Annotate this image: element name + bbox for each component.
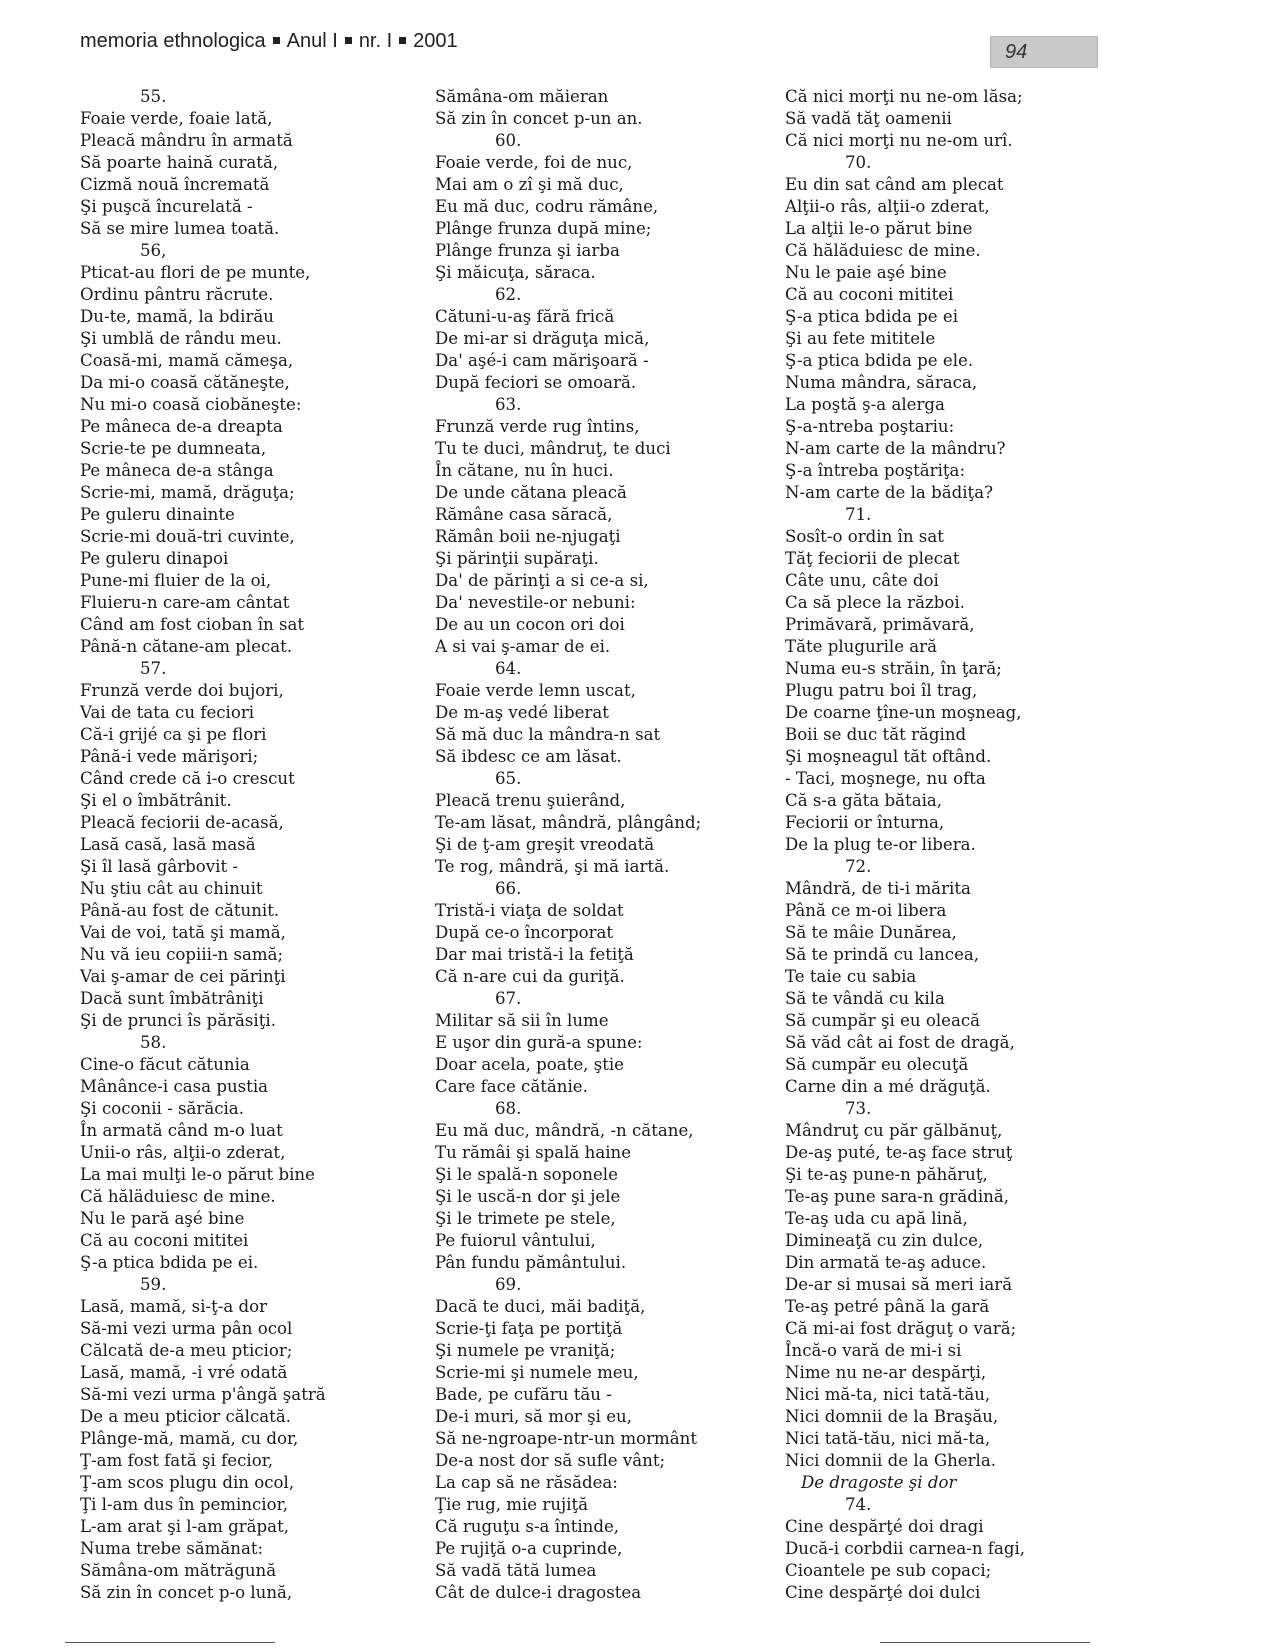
verse-line: Că mi-ai fost drăguţ o vară;: [785, 1319, 1017, 1338]
verse-line: Vai ş-amar de cei părinţi: [80, 967, 286, 986]
poem-number: 56,: [140, 241, 167, 260]
poem-number: 55.: [140, 87, 167, 106]
verse-line: Şi le uscă-n dor şi jele: [435, 1187, 621, 1206]
verse-line: Nici domnii de la Braşău,: [785, 1407, 999, 1426]
verse-line: La mai mulţi le-o părut bine: [80, 1165, 315, 1184]
verse-line: Să cumpăr eu olecuţă: [785, 1055, 969, 1074]
poem-number: 73.: [845, 1099, 872, 1118]
poem-number: 68.: [495, 1099, 522, 1118]
journal-issue: nr. I: [358, 30, 393, 52]
verse-line: Mândră, de ti-i mărita: [785, 879, 971, 898]
verse-line: Dacă te duci, măi badiţă,: [435, 1297, 646, 1316]
verse-line: Pe fuiorul vântului,: [435, 1231, 596, 1250]
verse-line: Că nici morţi nu ne-om urî.: [785, 131, 1013, 150]
verse-line: Să te mâie Dunărea,: [785, 923, 957, 942]
verse-line: De mi-ar si drăguţa mică,: [435, 329, 650, 348]
verse-line: Să vadă tătă lumea: [435, 1561, 597, 1580]
verse-line: Mândruţ cu păr gălbănuţ,: [785, 1121, 1003, 1140]
verse-line: Ţ-am scos plugu din ocol,: [80, 1473, 295, 1492]
verse-line: Şi coconii - sărăcia.: [80, 1099, 244, 1118]
verse-line: Până ce m-oi libera: [785, 901, 947, 920]
verse-line: Şi părinţii supăraţi.: [435, 549, 599, 568]
verse-line: Plânge frunza şi iarba: [435, 241, 620, 260]
poem-number: 59.: [140, 1275, 167, 1294]
verse-line: Tu te duci, mândruţ, te duci: [435, 439, 671, 458]
verse-line: De-a nost dor să sufle vânt;: [435, 1451, 666, 1470]
verse-line: Feciorii or înturna,: [785, 813, 945, 832]
verse-line: Nu le paie aşé bine: [785, 263, 947, 282]
footer-rule-left: [65, 1642, 275, 1643]
verse-line: Că hăläduiesc de mine.: [80, 1187, 276, 1206]
section-title: De dragoste şi dor: [801, 1473, 957, 1492]
verse-line: Că s-a găta bătaia,: [785, 791, 943, 810]
verse-line: Foaie verde, foi de nuc,: [435, 153, 633, 172]
verse-line: Ş-a întreba poştăriţa:: [785, 461, 966, 480]
verse-line: Că nici morţi nu ne-om lăsa;: [785, 87, 1023, 106]
verse-line: Să văd cât ai fost de dragă,: [785, 1033, 1015, 1052]
verse-line: A si vai ş-amar de ei.: [435, 637, 611, 656]
verse-line: Alţii-o râs, alţii-o zderat,: [785, 197, 990, 216]
verse-line: Şi numele pe vraniţă;: [435, 1341, 616, 1360]
verse-line: Nu le pară aşé bine: [80, 1209, 245, 1228]
verse-line: Scrie-mi două-tri cuvinte,: [80, 527, 295, 546]
verse-line: Şi le spală-n soponele: [435, 1165, 618, 1184]
verse-line: Şi de ţ-am greşit vreodată: [435, 835, 655, 854]
poem-number: 60.: [495, 131, 522, 150]
verse-line: Pune-mi fluier de la oi,: [80, 571, 272, 590]
poem-number: 69.: [495, 1275, 522, 1294]
verse-line: Câte unu, câte doi: [785, 571, 939, 590]
poem-number: 66.: [495, 879, 522, 898]
verse-line: Că n-are cui da guriţă.: [435, 967, 625, 986]
verse-line: Nu mi-o coasă ciobăneşte:: [80, 395, 302, 414]
verse-line: Da' aşé-i cam mărişoară -: [435, 351, 649, 370]
verse-line: Când crede că i-o crescut: [80, 769, 295, 788]
verse-line: Fluieru-n care-am cântat: [80, 593, 290, 612]
verse-line: Da mi-o coasă cătăneşte,: [80, 373, 290, 392]
verse-line: Pân fundu pământului.: [435, 1253, 627, 1272]
verse-line: Ţi l-am dus în pemincior,: [80, 1495, 288, 1514]
verse-line: Pe rujiţă o-a cuprinde,: [435, 1539, 623, 1558]
poem-number: 57.: [140, 659, 167, 678]
verse-line: Să te vândă cu kila: [785, 989, 945, 1008]
verse-line: Te-am lăsat, mândră, plângând;: [435, 813, 702, 832]
verse-line: Plânge frunza după mine;: [435, 219, 652, 238]
text-column-3: [785, 86, 1145, 1604]
verse-line: Că-i grijé ca şi pe flori: [80, 725, 267, 744]
verse-line: Carne din a mé drăguţă.: [785, 1077, 991, 1096]
verse-line: Încă-o vară de mi-i si: [785, 1341, 962, 1360]
verse-line: Cioantele pe sub copaci;: [785, 1561, 992, 1580]
verse-line: Tu rămâi şi spală haine: [435, 1143, 632, 1162]
verse-line: Dimineaţă cu zin dulce,: [785, 1231, 984, 1250]
verse-line: Cât de dulce-i dragostea: [435, 1583, 642, 1602]
poem-number: 65.: [495, 769, 522, 788]
verse-line: Nici mă-ta, nici tată-tău,: [785, 1385, 991, 1404]
verse-line: Că ruguţu s-a întinde,: [435, 1517, 620, 1536]
verse-line: Frunză verde rug întins,: [435, 417, 640, 436]
verse-line: Până-i vede mărişori;: [80, 747, 259, 766]
verse-line: De-aş puté, te-aş face struţ: [785, 1143, 1013, 1162]
bullet-square-icon: [273, 37, 280, 44]
verse-line: Sămâna-om măieran: [435, 87, 609, 106]
verse-line: Militar să sii în lume: [435, 1011, 609, 1030]
verse-line: Te rog, mândră, şi mă iartă.: [435, 857, 670, 876]
verse-line: De au un cocon ori doi: [435, 615, 625, 634]
verse-line: Ţ-am fost fată şi fecior,: [80, 1451, 274, 1470]
verse-line: Pe mâneca de-a stânga: [80, 461, 274, 480]
verse-line: Să cumpăr şi eu oleacă: [785, 1011, 981, 1030]
verse-line: Să ibdesc ce am lăsat.: [435, 747, 622, 766]
verse-line: Ca să plece la război.: [785, 593, 965, 612]
verse-line: Până-n cătane-am plecat.: [80, 637, 293, 656]
poem-number: 74.: [845, 1495, 872, 1514]
verse-line: E uşor din gură-a spune:: [435, 1033, 643, 1052]
verse-line: Te taie cu sabia: [785, 967, 917, 986]
verse-line: Să zin în concet p-un an.: [435, 109, 643, 128]
verse-line: Pleacă trenu şuierând,: [435, 791, 626, 810]
verse-line: Când am fost cioban în sat: [80, 615, 305, 634]
verse-line: Mai am o zî şi mă duc,: [435, 175, 624, 194]
poem-number: 62.: [495, 285, 522, 304]
verse-line: Da' nevestile-or nebuni:: [435, 593, 636, 612]
verse-line: Plugu patru boi îl trag,: [785, 681, 978, 700]
verse-line: Şi le trimete pe stele,: [435, 1209, 616, 1228]
poem-number: 58.: [140, 1033, 167, 1052]
verse-line: Numa trebe sămănat:: [80, 1539, 264, 1558]
verse-line: Pe guleru dinapoi: [80, 549, 229, 568]
journal-date: 2001: [413, 30, 458, 52]
verse-line: Din armată te-aş aduce.: [785, 1253, 987, 1272]
verse-line: Care face cătănie.: [435, 1077, 588, 1096]
verse-line: Vai de voi, tată şi mamă,: [80, 923, 286, 942]
verse-line: Şi moşneagul tăt oftând.: [785, 747, 992, 766]
verse-line: Să poarte haină curată,: [80, 153, 279, 172]
verse-line: Lasă, mamă, -i vré odată: [80, 1363, 288, 1382]
poem-number: 70.: [845, 153, 872, 172]
verse-line: Călcată de-a meu pticior;: [80, 1341, 293, 1360]
verse-line: Că hălăduiesc de mine.: [785, 241, 981, 260]
verse-line: Vai de tata cu feciori: [80, 703, 255, 722]
verse-line: Că au coconi mititei: [785, 285, 954, 304]
verse-line: N-am carte de la bădiţa?: [785, 483, 994, 502]
verse-line: La cap să ne răsădea:: [435, 1473, 618, 1492]
verse-line: Du-te, mamă, la bdirău: [80, 307, 274, 326]
verse-line: Dacă sunt îmbătrâniţi: [80, 989, 264, 1008]
page-number: 94: [990, 36, 1098, 68]
verse-line: Foaie verde, foaie lată,: [80, 109, 273, 128]
verse-line: Frunză verde doi bujori,: [80, 681, 284, 700]
verse-line: Să zin în concet p-o lună,: [80, 1583, 293, 1602]
poem-number: 71.: [845, 505, 872, 524]
verse-line: Sosît-o ordin în sat: [785, 527, 944, 546]
verse-line: Pe mâneca de-a dreapta: [80, 417, 283, 436]
verse-line: Şi el o îmbătrânit.: [80, 791, 232, 810]
verse-line: Tăţ feciorii de plecat: [785, 549, 960, 568]
verse-line: Dar mai tristă-i la fetiţă: [435, 945, 634, 964]
poem-number: 72.: [845, 857, 872, 876]
verse-line: Până-au fost de cătunit.: [80, 901, 280, 920]
verse-line: Eu mă duc, mândră, -n cătane,: [435, 1121, 694, 1140]
verse-line: Te-aş petré până la gară: [785, 1297, 990, 1316]
verse-line: Şi măicuţa, săraca.: [435, 263, 596, 282]
verse-line: Şi te-aş pune-n păhăruţ,: [785, 1165, 988, 1184]
verse-line: Nici tată-tău, nici mă-ta,: [785, 1429, 991, 1448]
verse-line: Şi umblă de rându meu.: [80, 329, 282, 348]
verse-line: Şi de prunci îs părăsiţi.: [80, 1011, 276, 1030]
verse-line: De unde cătana pleacă: [435, 483, 627, 502]
verse-line: De m-aş vedé liberat: [435, 703, 609, 722]
verse-line: După ce-o încorporat: [435, 923, 614, 942]
verse-line: Doar acela, poate, ştie: [435, 1055, 625, 1074]
verse-line: Cizmă nouă încremată: [80, 175, 270, 194]
verse-line: Ordinu pântru răcrute.: [80, 285, 274, 304]
verse-line: De-i muri, să mor şi eu,: [435, 1407, 633, 1426]
bullet-square-icon: [399, 37, 406, 44]
verse-line: Numa eu-s străin, în ţară;: [785, 659, 1002, 678]
text-column-2: [435, 86, 795, 1604]
verse-line: Cine despărţé doi dragi: [785, 1517, 984, 1536]
running-header: [80, 30, 458, 53]
verse-line: Scrie-mi şi numele meu,: [435, 1363, 639, 1382]
verse-line: Da' de părinţi a si ce-a si,: [435, 571, 649, 590]
verse-line: L-am arat şi l-am grăpat,: [80, 1517, 290, 1536]
verse-line: De-ar si musai să meri iară: [785, 1275, 1013, 1294]
verse-line: Nu vă ieu copiii-n samă;: [80, 945, 284, 964]
footer-rule-right: [880, 1642, 1090, 1643]
verse-line: Să vadă tăţ oamenii: [785, 109, 952, 128]
poem-number: 67.: [495, 989, 522, 1008]
verse-line: Şi puşcă încurelată -: [80, 197, 253, 216]
verse-line: Eu mă duc, codru rămâne,: [435, 197, 659, 216]
verse-line: Sămâna-om mătrăgună: [80, 1561, 277, 1580]
verse-line: Că au coconi mititei: [80, 1231, 249, 1250]
verse-line: Tăte plugurile ară: [785, 637, 938, 656]
verse-line: Scrie-te pe dumneata,: [80, 439, 267, 458]
verse-line: La alţii le-o părut bine: [785, 219, 973, 238]
verse-line: Boii se duc tăt răgind: [785, 725, 967, 744]
verse-line: Nici domnii de la Gherla.: [785, 1451, 996, 1470]
verse-line: Ş-a ptica bdida pe ele.: [785, 351, 974, 370]
verse-line: La poştă ş-a alerga: [785, 395, 945, 414]
verse-line: Să ne-ngroape-ntr-un mormânt: [435, 1429, 698, 1448]
verse-line: De la plug te-or libera.: [785, 835, 976, 854]
verse-line: Să-mi vezi urma p'ângă şatră: [80, 1385, 326, 1404]
verse-line: Tristă-i viaţa de soldat: [435, 901, 624, 920]
verse-line: N-am carte de la mândru?: [785, 439, 1006, 458]
verse-line: Pleacă mândru în armată: [80, 131, 293, 150]
verse-line: Să te prindă cu lancea,: [785, 945, 980, 964]
verse-line: Ducă-i corbdii carnea-n fagi,: [785, 1539, 1026, 1558]
verse-line: Cine-o făcut cătunia: [80, 1055, 250, 1074]
verse-line: Lasă casă, lasă masă: [80, 835, 256, 854]
verse-line: Rămâne casa săracă,: [435, 505, 613, 524]
verse-line: Ş-a ptica bdida pe ei.: [80, 1253, 259, 1272]
verse-line: Scrie-ţi faţa pe portiţă: [435, 1319, 623, 1338]
verse-line: Să mă duc la mândra-n sat: [435, 725, 661, 744]
verse-line: Te-aş uda cu apă lină,: [785, 1209, 968, 1228]
verse-line: Eu din sat când am plecat: [785, 175, 1004, 194]
verse-line: Foaie verde lemn uscat,: [435, 681, 636, 700]
verse-line: Plânge-mă, mamă, cu dor,: [80, 1429, 299, 1448]
verse-line: Te-aş pune sara-n grădină,: [785, 1187, 1010, 1206]
verse-line: Ş-a ptica bdida pe ei: [785, 307, 958, 326]
verse-line: În cătane, nu în huci.: [435, 461, 614, 480]
verse-line: Nu ştiu cât au chinuit: [80, 879, 263, 898]
verse-line: Primăvară, primăvară,: [785, 615, 975, 634]
journal-year: Anul I: [286, 30, 338, 52]
verse-line: Ş-a-ntreba poştariu:: [785, 417, 955, 436]
verse-line: Rămân boii ne-njugaţi: [435, 527, 621, 546]
verse-line: De a meu pticior călcată.: [80, 1407, 291, 1426]
verse-line: Mânânce-i casa pustia: [80, 1077, 269, 1096]
journal-name: memoria ethnologica: [80, 30, 266, 52]
verse-line: Lasă, mamă, si-ţ-a dor: [80, 1297, 268, 1316]
verse-line: Pleacă feciorii de-acasă,: [80, 813, 284, 832]
verse-line: Ţie rug, mie rujiţă: [435, 1495, 589, 1514]
verse-line: Cătuni-u-aş fără frică: [435, 307, 615, 326]
verse-line: După feciori se omoară.: [435, 373, 637, 392]
verse-line: Scrie-mi, mamă, drăguţa;: [80, 483, 295, 502]
verse-line: Bade, pe cufăru tău -: [435, 1385, 612, 1404]
verse-line: Să-mi vezi urma pân ocol: [80, 1319, 293, 1338]
verse-line: Şi îl lasă gârbovit -: [80, 857, 239, 876]
bullet-square-icon: [345, 37, 352, 44]
verse-line: În armată când m-o luat: [80, 1121, 283, 1140]
verse-line: De coarne ţîne-un moşneag,: [785, 703, 1022, 722]
verse-line: Cine despărţé doi dulci: [785, 1583, 981, 1602]
verse-line: Să se mire lumea toată.: [80, 219, 280, 238]
verse-line: Coasă-mi, mamă cămeşa,: [80, 351, 294, 370]
verse-line: Şi au fete mititele: [785, 329, 936, 348]
verse-line: - Taci, moşnege, nu ofta: [785, 769, 986, 788]
text-column-1: [80, 86, 440, 1604]
verse-line: Pe guleru dinainte: [80, 505, 235, 524]
verse-line: Pticat-au flori de pe munte,: [80, 263, 311, 282]
poem-number: 64.: [495, 659, 522, 678]
verse-line: Numa mândra, săraca,: [785, 373, 978, 392]
verse-line: Unii-o râs, alţii-o zderat,: [80, 1143, 286, 1162]
verse-line: Nime nu ne-ar despărţi,: [785, 1363, 987, 1382]
poem-number: 63.: [495, 395, 522, 414]
